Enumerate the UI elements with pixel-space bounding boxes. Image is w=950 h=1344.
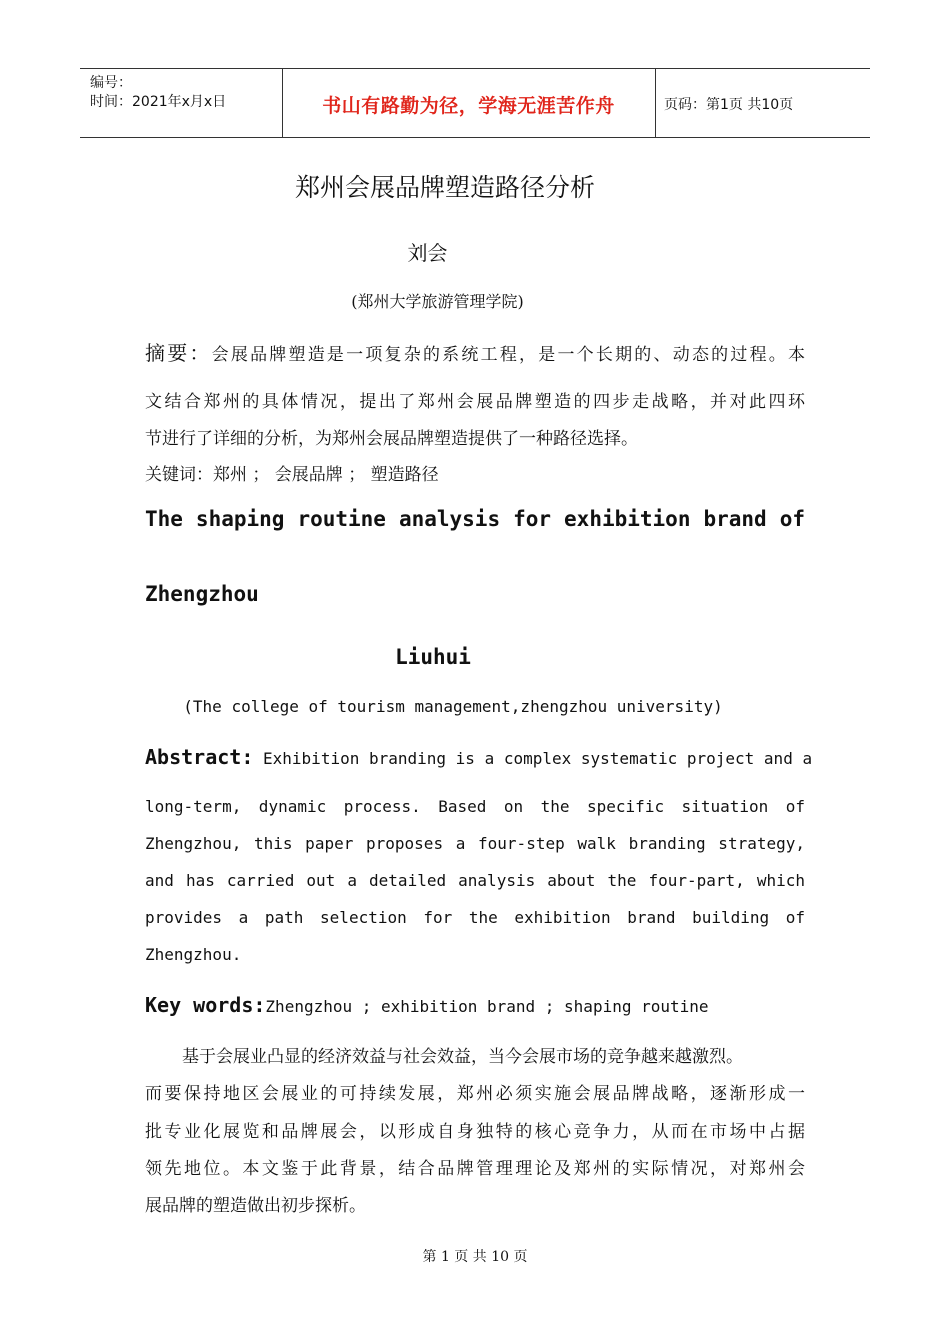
intro-line-4: 领先地位。本文鉴于此背景，结合品牌管理理论及郑州的实际情况，对郑州会 [145,1159,805,1179]
title-en-line-1: The shaping routine analysis for exhibition brand of [145,507,805,531]
abstract-cn-label: 摘要： [145,341,212,365]
page-header-table [80,68,870,138]
header-time-label: 时间：2021年x月x日 [90,94,227,110]
header-motto-cell [282,69,656,137]
header-info-cell [80,69,283,137]
abstract-cn-text-1: 会展品牌塑造是一项复杂的系统工程，是一个长期的、动态的过程。本 [211,345,806,365]
affiliation-cn: (郑州大学旅游管理学院) [351,292,524,311]
intro-line-5: 展品牌的塑造做出初步探析。 [145,1196,366,1216]
header-motto: 书山有路勤为径，学海无涯苦作舟 [322,95,615,117]
author-cn: 刘会 [407,241,448,265]
abstract-cn-line-3: 节进行了详细的分析，为郑州会展品牌塑造提供了一种路径选择。 [145,429,638,449]
abstract-cn-line-2: 文结合郑州的具体情况，提出了郑州会展品牌塑造的四步走战略，并对此四环 [145,392,805,412]
title-cn: 郑州会展品牌塑造路径分析 [294,173,595,202]
abstract-cn-line-1 [145,337,805,366]
abstract-en-line-3: Zhengzhou, this paper proposes a four-step walk branding strategy, [145,834,805,853]
keywords-en-text: Zhengzhou ; exhibition brand ; shaping routine [265,997,709,1016]
abstract-en-line-6: Zhengzhou. [145,945,242,964]
abstract-en-line-2: long-term, dynamic process. Based on the specific situation of [145,797,805,816]
title-en-line-2: Zhengzhou [145,582,259,606]
header-page-cell [655,69,870,137]
abstract-en-text-1: Exhibition branding is a complex systematic project and a [263,749,813,768]
abstract-en-line-4: and has carried out a detailed analysis about the four-part, which [145,871,805,890]
intro-line-3: 批专业化展览和品牌展会，以形成自身独特的核心竞争力，从而在市场中占据 [145,1122,805,1142]
intro-line-1: 基于会展业凸显的经济效益与社会效益，当今会展市场的竞争越来越激烈。 [182,1047,743,1067]
intro-line-2: 而要保持地区会展业的可持续发展，郑州必须实施会展品牌战略，逐渐形成一 [145,1084,805,1104]
abstract-en-line-5: provides a path selection for the exhibition brand building of [145,908,805,927]
affiliation-en: (The college of tourism management,zhengzhou university) [183,697,723,716]
keywords-en-label: Key words: [145,993,266,1017]
abstract-en-label: Abstract: [145,745,254,769]
abstract-en-line-1 [145,745,813,769]
header-number-label: 编号： [90,75,132,91]
header-page-label: 页码：第1页 共10页 [664,97,794,113]
keywords-en [145,993,805,1017]
page-footer: 第 1 页 共 10 页 [422,1249,528,1265]
keywords-cn: 关键词：郑州 ； 会展品牌 ； 塑造路径 [145,465,439,485]
author-en: Liuhui [395,645,471,669]
